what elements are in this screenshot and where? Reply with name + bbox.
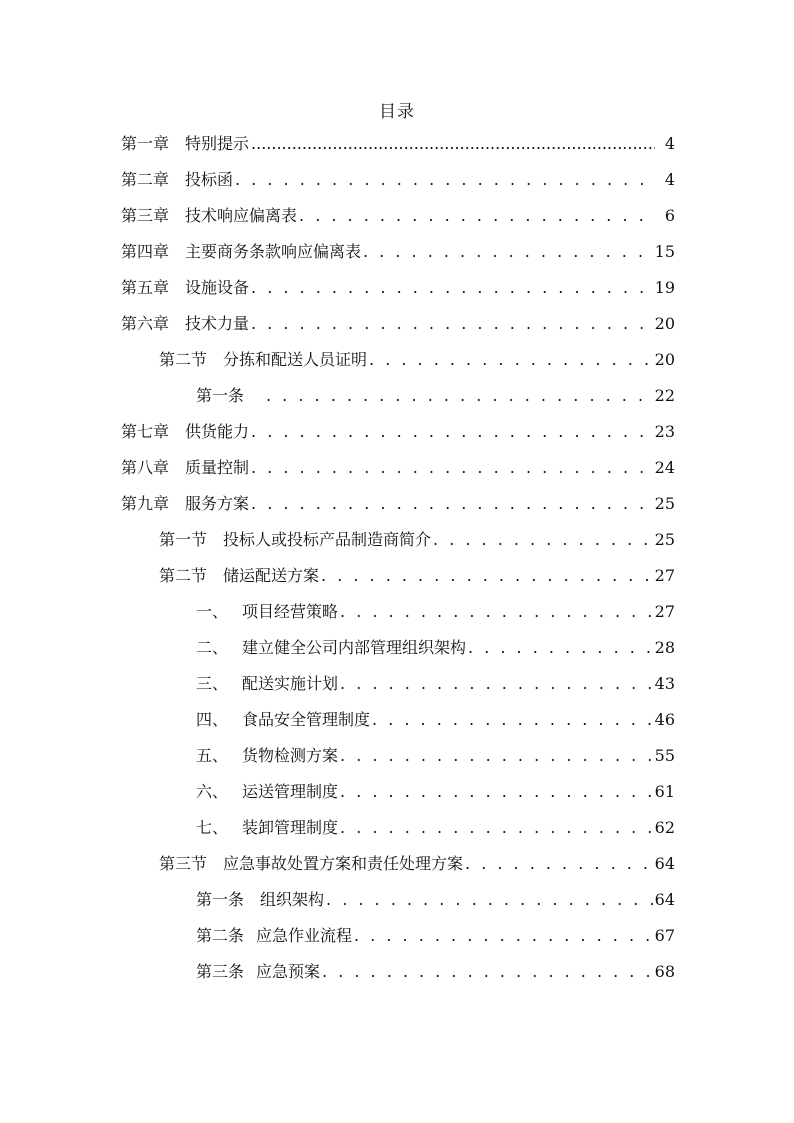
toc-entry-page: 27 xyxy=(654,566,675,585)
toc-entry-number: 七、 xyxy=(196,818,229,837)
toc-entry-page: 27 xyxy=(654,602,675,621)
dot-leader xyxy=(372,708,653,732)
dot-leader xyxy=(363,240,653,264)
toc-entry-page: 22 xyxy=(654,386,675,405)
toc-entry-number: 第三章 xyxy=(121,206,170,225)
toc-entry-page: 19 xyxy=(654,278,675,297)
dot-leader xyxy=(340,816,653,840)
dot-leader xyxy=(354,924,653,948)
toc-entry-page: 43 xyxy=(654,674,675,693)
toc-entry[interactable] xyxy=(121,456,675,480)
toc-entry[interactable] xyxy=(159,348,675,372)
toc-entry[interactable] xyxy=(121,204,675,228)
toc-entry-number: 第九章 xyxy=(121,494,170,513)
toc-entry-number: 第四章 xyxy=(121,242,170,261)
toc-entry-number: 第七章 xyxy=(121,422,170,441)
toc-entry-label: 项目经营策略 xyxy=(242,602,339,621)
dot-leader xyxy=(340,600,653,624)
toc-entry-page: 20 xyxy=(654,350,675,369)
toc-entry[interactable] xyxy=(196,384,675,408)
toc-entry-number: 四、 xyxy=(196,710,229,729)
toc-entry-number: 第五章 xyxy=(121,278,170,297)
toc-entry-label: 质量控制 xyxy=(185,458,250,477)
dot-leader xyxy=(468,636,653,660)
toc-entry[interactable] xyxy=(196,816,675,840)
toc-entry-label: 应急事故处置方案和责任处理方案 xyxy=(223,854,464,873)
toc-entry-number: 三、 xyxy=(196,674,229,693)
toc-entry-page: 55 xyxy=(654,746,675,765)
toc-entry-page: 20 xyxy=(654,314,675,333)
toc-entry-page: 67 xyxy=(654,926,675,945)
toc-entry-number: 第二条 xyxy=(196,926,245,945)
toc-entry-page: 46 xyxy=(654,710,675,729)
dot-leader xyxy=(326,888,653,912)
toc-entry-number: 第二节 xyxy=(159,350,208,369)
toc-entry[interactable] xyxy=(121,240,675,264)
toc-entry-page: 28 xyxy=(654,638,675,657)
toc-entry-number: 一、 xyxy=(196,602,229,621)
toc-entry-number: 第一条 xyxy=(196,890,245,909)
toc-entry-label: 技术响应偏离表 xyxy=(185,206,298,225)
toc-entry[interactable] xyxy=(121,168,675,192)
toc-entry-number: 第二章 xyxy=(121,170,170,189)
toc-entry-label: 供货能力 xyxy=(185,422,250,441)
toc-entry-label: 设施设备 xyxy=(185,278,250,297)
toc-entry-page: 62 xyxy=(654,818,675,837)
toc-entry-number: 第三节 xyxy=(159,854,208,873)
toc-entry-label: 建立健全公司内部管理组织架构 xyxy=(242,638,467,657)
dot-leader xyxy=(251,312,653,336)
toc-entry-label: 组织架构 xyxy=(260,890,325,909)
toc-entry-page: 4 xyxy=(664,134,675,153)
toc-entry[interactable] xyxy=(196,924,675,948)
toc-entry-label: 应急预案 xyxy=(256,962,321,981)
toc-entry[interactable] xyxy=(121,132,675,156)
dot-leader xyxy=(251,276,653,300)
toc-title: 目录 xyxy=(379,102,415,122)
dot-leader xyxy=(251,132,655,156)
toc-entry-page: 68 xyxy=(654,962,675,981)
toc-entry-page: 64 xyxy=(654,890,675,909)
dot-leader xyxy=(340,780,653,804)
toc-entry[interactable] xyxy=(196,960,675,984)
dot-leader xyxy=(340,672,653,696)
toc-entry-label: 技术力量 xyxy=(185,314,250,333)
toc-entry[interactable] xyxy=(159,564,675,588)
dot-leader xyxy=(251,492,653,516)
toc-entry-label: 应急作业流程 xyxy=(256,926,353,945)
toc-entry[interactable] xyxy=(196,708,675,732)
toc-entry-number: 第一章 xyxy=(121,134,170,153)
toc-entry-label: 货物检测方案 xyxy=(242,746,339,765)
toc-entry-label: 主要商务条款响应偏离表 xyxy=(185,242,362,261)
toc-entry-label: 投标函 xyxy=(185,170,234,189)
toc-entry-number: 第二节 xyxy=(159,566,208,585)
toc-entry-label: 装卸管理制度 xyxy=(242,818,339,837)
toc-entry-page: 64 xyxy=(654,854,675,873)
dot-leader xyxy=(251,456,653,480)
dot-leader xyxy=(340,744,653,768)
dot-leader xyxy=(369,348,653,372)
toc-entry-page: 23 xyxy=(654,422,675,441)
toc-entry-label: 配送实施计划 xyxy=(242,674,339,693)
toc-entry-number: 五、 xyxy=(196,746,229,765)
toc-entry-number: 第八章 xyxy=(121,458,170,477)
toc-entry-number: 六、 xyxy=(196,782,229,801)
toc-entry-page: 15 xyxy=(654,242,675,261)
toc-entry[interactable] xyxy=(121,276,675,300)
toc-entry[interactable] xyxy=(159,528,675,552)
toc-entry-number: 第一条 xyxy=(196,386,245,405)
toc-entry[interactable] xyxy=(121,420,675,444)
toc-entry-page: 4 xyxy=(664,170,675,189)
toc-entry-label: 服务方案 xyxy=(185,494,250,513)
toc-entry-page: 24 xyxy=(654,458,675,477)
dot-leader xyxy=(465,852,653,876)
toc-entry-label: 食品安全管理制度 xyxy=(242,710,371,729)
dot-leader xyxy=(251,420,653,444)
toc-entry-number: 第三条 xyxy=(196,962,245,981)
toc-entry-label: 储运配送方案 xyxy=(223,566,320,585)
dot-leader xyxy=(322,960,653,984)
toc-entry-page: 6 xyxy=(664,206,675,225)
toc-entry-label: 运送管理制度 xyxy=(242,782,339,801)
toc-entry[interactable] xyxy=(196,888,675,912)
toc-entry[interactable] xyxy=(196,744,675,768)
toc-entry-label: 投标人或投标产品制造商简介 xyxy=(223,530,432,549)
toc-entry-number: 第一节 xyxy=(159,530,208,549)
toc-entry-page: 25 xyxy=(654,494,675,513)
toc-entry-number: 第六章 xyxy=(121,314,170,333)
dot-leader xyxy=(235,168,655,192)
dot-leader xyxy=(433,528,653,552)
toc-entry[interactable] xyxy=(121,312,675,336)
toc-entry[interactable] xyxy=(196,600,675,624)
dot-leader xyxy=(266,384,653,408)
toc-entry[interactable] xyxy=(159,852,675,876)
toc-entry-page: 25 xyxy=(654,530,675,549)
dot-leader xyxy=(299,204,655,228)
toc-entry-label: 特别提示 xyxy=(185,134,250,153)
dot-leader xyxy=(321,564,653,588)
toc-entry[interactable] xyxy=(196,780,675,804)
toc-entry[interactable] xyxy=(121,492,675,516)
toc-entry-number: 二、 xyxy=(196,638,229,657)
toc-entry-label: 分拣和配送人员证明 xyxy=(223,350,368,369)
toc-entry-page: 61 xyxy=(654,782,675,801)
toc-entry[interactable] xyxy=(196,636,675,660)
toc-entry[interactable] xyxy=(196,672,675,696)
